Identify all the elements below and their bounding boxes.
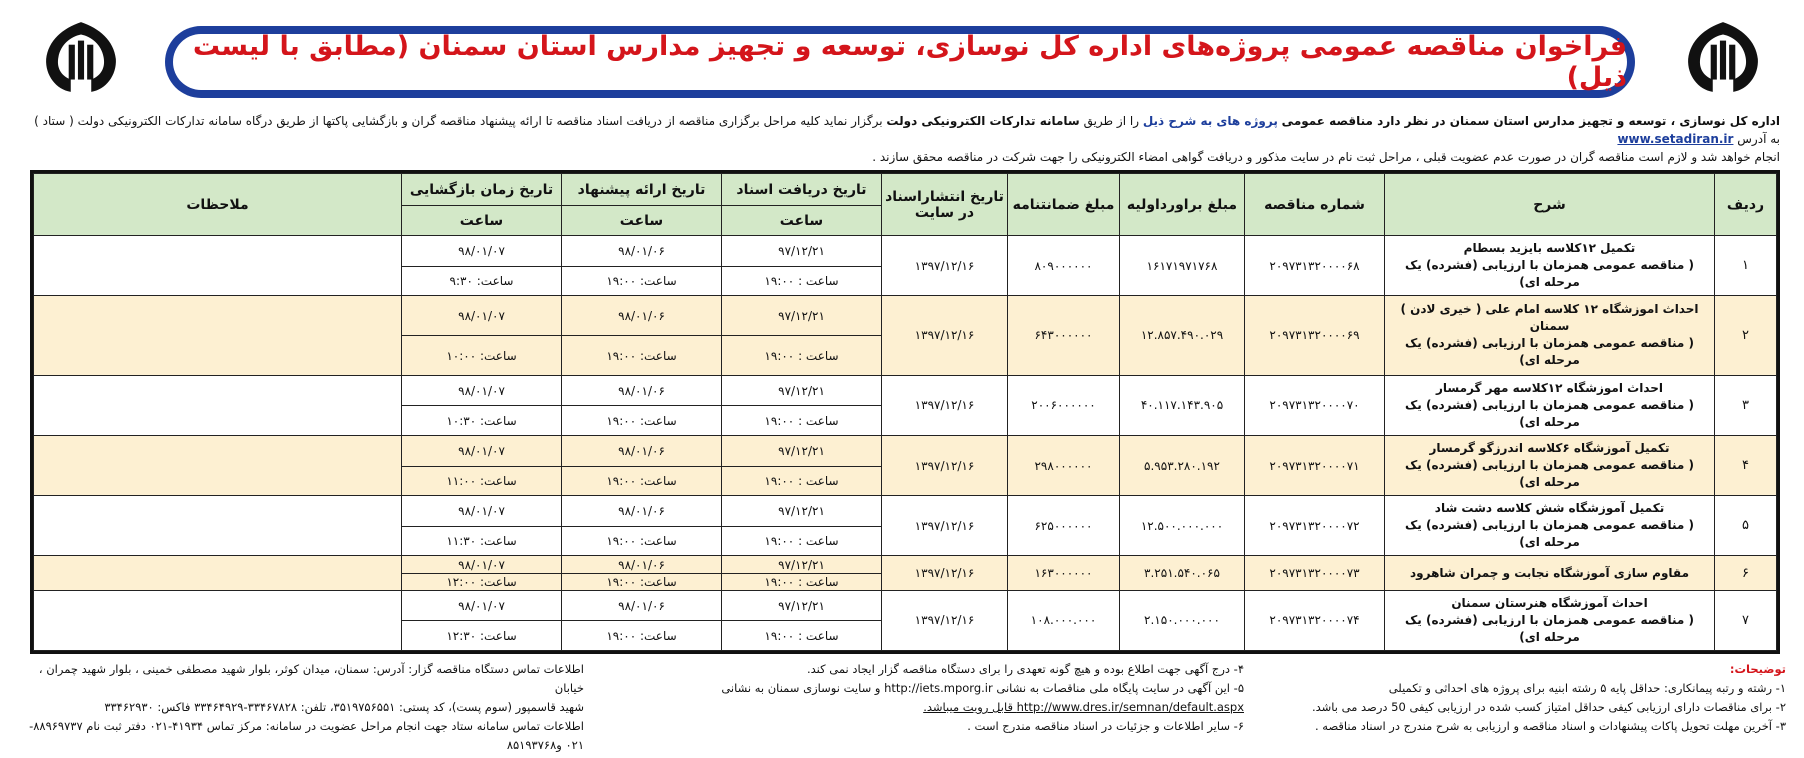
submit-cell-time: ساعت: ۱۹:۰۰ (606, 629, 677, 644)
project-description (1385, 236, 1715, 296)
note-item: ۳- آخرین مهلت تحویل پاکات پیشنهادات و اسناد مناقصه و ارزیابی به شرح مندرج در اسناد مناقصه . (1314, 719, 1786, 733)
guarantee-amount: ۶۴۳۰۰۰۰۰۰ (1008, 296, 1120, 376)
row-number: ۴ (1715, 435, 1777, 495)
open-cell-date: ۹۸/۰۱/۰۷ (402, 436, 561, 467)
project-subtitle: ( مناقصه عمومی همزمان با ارزیابی (فشرده) یک مرحله ای) (1404, 397, 1694, 429)
contact-line: اطلاعات تماس دستگاه مناقصه گزار: آدرس: سمنان، میدان کوثر، بلوار شهید مصطفی خمینی ، بلوار شهید چمران ، خیابان (38, 662, 584, 695)
publish-date: ۱۳۹۷/۱۲/۱۶ (882, 236, 1008, 296)
receive-cell-date: ۹۷/۱۲/۲۱ (722, 591, 881, 622)
receive-cell-time: ساعت : ۱۹:۰۰ (764, 575, 839, 590)
footer-notes-mid (604, 660, 1244, 736)
row-number: ۵ (1715, 496, 1777, 556)
open-cell (402, 375, 562, 435)
guarantee-amount: ۱۰۸.۰۰۰.۰۰۰ (1008, 590, 1120, 650)
receive-cell-time: ساعت : ۱۹:۰۰ (764, 414, 839, 429)
receive-cell-date: ۹۷/۱۲/۲۱ (722, 236, 881, 267)
submit-cell-date: ۹۸/۰۱/۰۶ (562, 376, 721, 407)
tender-number: ۲۰۹۷۳۱۳۲۰۰۰۰۷۴ (1245, 590, 1385, 650)
receive-cell (722, 375, 882, 435)
contact-line: ۰۲۱ و۸۵۱۹۳۷۶۸ (506, 738, 584, 752)
receive-cell-date: ۹۷/۱۲/۲۱ (722, 436, 881, 467)
open-cell-date: ۹۸/۰۱/۰۷ (402, 296, 561, 336)
project-subtitle: ( مناقصه عمومی همزمان با ارزیابی (فشرده) یک مرحله ای) (1404, 612, 1694, 644)
estimate-amount: ۵.۹۵۳.۲۸۰.۱۹۲ (1120, 435, 1245, 495)
receive-cell-date: ۹۷/۱۲/۲۱ (722, 556, 881, 574)
emblem-logo-left (40, 18, 122, 96)
guarantee-amount: ۶۲۵۰۰۰۰۰۰ (1008, 496, 1120, 556)
project-title: احداث آموزشگاه هنرستان سمنان (1451, 595, 1648, 610)
publish-date: ۱۳۹۷/۱۲/۱۶ (882, 296, 1008, 376)
tender-number: ۲۰۹۷۳۱۳۲۰۰۰۰۷۲ (1245, 496, 1385, 556)
contact-line: اطلاعات تماس سامانه ستاد جهت انجام مراحل عضویت در سامانه: مرکز تماس ۴۱۹۳۴-۰۲۱ دفتر ثبت نام ۸۸۹۶۹۷۳۷- (29, 719, 584, 733)
submit-cell (562, 435, 722, 495)
page-title: فراخوان مناقصه عمومی پروژه‌های اداره کل نوسازی، توسعه و تجهیز مدارس استان سمنان (مطابق با لیست ذیل) (173, 34, 1627, 90)
publish-date: ۱۳۹۷/۱۲/۱۶ (882, 590, 1008, 650)
table-row (34, 296, 1777, 376)
table-row (34, 236, 1777, 296)
tender-number: ۲۰۹۷۳۱۳۲۰۰۰۰۷۱ (1245, 435, 1385, 495)
project-subtitle: ( مناقصه عمومی همزمان با ارزیابی (فشرده) یک مرحله ای) (1404, 336, 1694, 368)
estimate-amount: ۱۲.۵۰۰.۰۰۰.۰۰۰ (1120, 496, 1245, 556)
table-row (34, 590, 1777, 650)
intro-text-a: اداره کل نوسازی ، توسعه و تجهیز مدارس استان سمنان در نظر دارد مناقصه عمومی (1281, 114, 1780, 128)
open-cell-time: ساعت: ۱۰:۰۰ (446, 349, 517, 364)
open-cell (402, 496, 562, 556)
estimate-amount: ۳.۲۵۱.۵۴۰.۰۶۵ (1120, 556, 1245, 591)
open-cell-time: ساعت: ۱۲:۳۰ (446, 629, 517, 644)
publish-date: ۱۳۹۷/۱۲/۱۶ (882, 556, 1008, 591)
submit-cell-time: ساعت: ۱۹:۰۰ (606, 534, 677, 549)
open-cell-time: ساعت: ۹:۳۰ (449, 274, 514, 289)
notes-cell (34, 296, 402, 376)
note-item: ۵- این آگهی در سایت پایگاه ملی مناقصات به نشانی http://iets.mporg.ir و سایت نوسازی سمنان به نشانی (721, 681, 1244, 695)
header-publish: تاریخ انتشاراسناد در سایت (882, 174, 1008, 236)
header-time: ساعت (562, 206, 722, 236)
receive-cell (722, 296, 882, 376)
submit-cell-date: ۹۸/۰۱/۰۶ (562, 296, 721, 336)
receive-cell-time: ساعت : ۱۹:۰۰ (764, 349, 839, 364)
table-row (34, 556, 1777, 591)
submit-cell-time: ساعت: ۱۹:۰۰ (606, 575, 677, 590)
header-desc: شرح (1385, 174, 1715, 236)
notes-cell (34, 375, 402, 435)
submit-cell (562, 496, 722, 556)
footer-contact (24, 660, 584, 755)
publish-date: ۱۳۹۷/۱۲/۱۶ (882, 496, 1008, 556)
receive-cell (722, 556, 882, 591)
header-notes: ملاحظات (34, 174, 402, 236)
estimate-amount: ۲.۱۵۰.۰۰۰.۰۰۰ (1120, 590, 1245, 650)
project-title: تکمیل آموزشگاه ۶کلاسه اندرزگو گرمسار (1429, 441, 1670, 456)
table-row (34, 435, 1777, 495)
receive-cell-time: ساعت : ۱۹:۰۰ (764, 274, 839, 289)
note-item: ۲- برای مناقصات دارای ارزیابی کیفی حداقل امتیاز کسب شده در ارزیابی کیفی 50 درصد می باشد. (1311, 700, 1786, 714)
intro-text-c: را از طریق (1083, 114, 1139, 128)
project-title: احداث اموزشگاه ۱۲کلاسه مهر گرمسار (1435, 380, 1664, 395)
table-row (34, 375, 1777, 435)
receive-cell (722, 496, 882, 556)
header-estimate: مبلغ براورداولیه (1120, 174, 1245, 236)
guarantee-amount: ۸۰۹۰۰۰۰۰۰ (1008, 236, 1120, 296)
row-number: ۱ (1715, 236, 1777, 296)
estimate-amount: ۱۲.۸۵۷.۴۹۰.۰۲۹ (1120, 296, 1245, 376)
open-cell-date: ۹۸/۰۱/۰۷ (402, 556, 561, 574)
note-item: ۴- درج آگهی جهت اطلاع بوده و هیچ گونه تعهدی را برای دستگاه مناقصه گزار ایجاد نمی کند. (806, 662, 1244, 676)
project-title: احداث اموزشگاه ۱۲ کلاسه امام علی ( خیری لادن ) سمنان (1400, 302, 1699, 334)
receive-cell (722, 435, 882, 495)
notes-cell (34, 496, 402, 556)
submit-cell (562, 375, 722, 435)
open-cell (402, 296, 562, 376)
receive-cell-time: ساعت : ۱۹:۰۰ (764, 629, 839, 644)
project-description (1385, 496, 1715, 556)
project-description (1385, 435, 1715, 495)
header-time: ساعت (722, 206, 882, 236)
footer-notes (1266, 660, 1786, 736)
submit-cell (562, 590, 722, 650)
tender-number: ۲۰۹۷۳۱۳۲۰۰۰۰۶۹ (1245, 296, 1385, 376)
submit-cell-time: ساعت: ۱۹:۰۰ (606, 349, 677, 364)
project-description (1385, 375, 1715, 435)
guarantee-amount: ۱۶۳۰۰۰۰۰۰ (1008, 556, 1120, 591)
submit-cell-date: ۹۸/۰۱/۰۶ (562, 591, 721, 622)
row-number: ۶ (1715, 556, 1777, 591)
guarantee-amount: ۲۰۰۶۰۰۰۰۰۰ (1008, 375, 1120, 435)
submit-cell-date: ۹۸/۰۱/۰۶ (562, 436, 721, 467)
notes-cell (34, 236, 402, 296)
header-guarantee: مبلغ ضمانتنامه (1008, 174, 1120, 236)
open-cell-date: ۹۸/۰۱/۰۷ (402, 591, 561, 622)
contact-line: شهید قاسمپور (سوم پست)، کد پستی: ۳۵۱۹۷۵۶۵۵۱، تلفن: ۳۳۴۶۷۸۲۸-۳۳۴۶۴۹۲۹ فاکس: ۳۳۴۶۲۹۳۰ (104, 700, 584, 714)
receive-cell-time: ساعت : ۱۹:۰۰ (764, 534, 839, 549)
tender-number: ۲۰۹۷۳۱۳۲۰۰۰۰۷۳ (1245, 556, 1385, 591)
header-receive: تاریخ دریافت اسناد (722, 174, 882, 206)
open-cell-date: ۹۸/۰۱/۰۷ (402, 236, 561, 267)
project-description (1385, 556, 1715, 591)
receive-cell-time: ساعت : ۱۹:۰۰ (764, 474, 839, 489)
receive-cell-date: ۹۷/۱۲/۲۱ (722, 296, 881, 336)
receive-cell-date: ۹۷/۱۲/۲۱ (722, 376, 881, 407)
project-subtitle: ( مناقصه عمومی همزمان با ارزیابی (فشرده) یک مرحله ای) (1404, 258, 1694, 290)
submit-cell-time: ساعت: ۱۹:۰۰ (606, 474, 677, 489)
receive-cell (722, 236, 882, 296)
open-cell (402, 236, 562, 296)
header-time: ساعت (402, 206, 562, 236)
estimate-amount: ۴۰.۱۱۷.۱۴۳.۹۰۵ (1120, 375, 1245, 435)
publish-date: ۱۳۹۷/۱۲/۱۶ (882, 435, 1008, 495)
submit-cell (562, 236, 722, 296)
note-item: ۶- سایر اطلاعات و جزئیات در اسناد مناقصه مندرج است . (967, 719, 1244, 733)
submit-cell-time: ساعت: ۱۹:۰۰ (606, 274, 677, 289)
open-cell-time: ساعت: ۱۰:۳۰ (446, 414, 517, 429)
notes-cell (34, 590, 402, 650)
header-open: تاریخ زمان بازگشایی (402, 174, 562, 206)
header-row-no: ردیف (1715, 174, 1777, 236)
intro-text-e: برگزار نماید کلیه مراحل برگزاری مناقصه از دریافت اسناد مناقصه تا ارائه پیشنهاد مناقصه گران و بازگشایی پاکتها از طریق درگاه سامانه تدارکات الکترونیکی دولت ( ستاد ) به آدرس (34, 114, 1780, 146)
intro-text-b: پروژه های به شرح ذیل (1142, 114, 1278, 128)
open-cell (402, 435, 562, 495)
project-title: تکمیل آموزشگاه شش کلاسه دشت شاد (1434, 501, 1665, 516)
guarantee-amount: ۲۹۸۰۰۰۰۰۰ (1008, 435, 1120, 495)
open-cell-date: ۹۸/۰۱/۰۷ (402, 376, 561, 407)
project-title: تکمیل ۱۲کلاسه بایزید بسطام (1463, 241, 1636, 256)
open-cell (402, 556, 562, 591)
project-title: مقاوم سازی آموزشگاه نجابت و چمران شاهرود (1410, 565, 1689, 580)
row-number: ۳ (1715, 375, 1777, 435)
dres-link[interactable]: http://www.dres.ir/semnan/default.aspx قابل رویت میباشد. (923, 700, 1244, 714)
project-subtitle: ( مناقصه عمومی همزمان با ارزیابی (فشرده) یک مرحله ای) (1404, 518, 1694, 550)
receive-cell (722, 590, 882, 650)
table-row (34, 496, 1777, 556)
open-cell-time: ساعت: ۱۱:۳۰ (446, 534, 517, 549)
notes-title: توضیحات: (1729, 662, 1786, 676)
setadiran-link[interactable]: www.setadiran.ir (1617, 132, 1734, 146)
intro-paragraph (28, 112, 1780, 166)
submit-cell (562, 296, 722, 376)
tender-number: ۲۰۹۷۳۱۳۲۰۰۰۰۶۸ (1245, 236, 1385, 296)
submit-cell-date: ۹۸/۰۱/۰۶ (562, 496, 721, 527)
intro-line-1 (28, 112, 1780, 148)
notes-cell (34, 556, 402, 591)
open-cell-time: ساعت: ۱۱:۰۰ (446, 474, 517, 489)
row-number: ۷ (1715, 590, 1777, 650)
open-cell-time: ساعت: ۱۲:۰۰ (446, 575, 517, 590)
emblem-logo-right (1682, 18, 1764, 96)
submit-cell (562, 556, 722, 591)
receive-cell-date: ۹۷/۱۲/۲۱ (722, 496, 881, 527)
intro-line-2: انجام خواهد شد و لازم است مناقصه گران در صورت عدم عضویت قبلی ، مراحل ثبت نام در سایت مذکور و دریافت گواهی امضاء الکترونیکی را جهت شرکت در مناقصه محقق سازند . (872, 150, 1780, 164)
tender-number: ۲۰۹۷۳۱۳۲۰۰۰۰۷۰ (1245, 375, 1385, 435)
open-cell (402, 590, 562, 650)
intro-text-d: سامانه تدارکات الکترونیکی دولت (886, 114, 1080, 128)
submit-cell-time: ساعت: ۱۹:۰۰ (606, 414, 677, 429)
submit-cell-date: ۹۸/۰۱/۰۶ (562, 556, 721, 574)
project-subtitle: ( مناقصه عمومی همزمان با ارزیابی (فشرده) یک مرحله ای) (1404, 458, 1694, 490)
tender-table (30, 170, 1780, 654)
title-banner (165, 26, 1635, 98)
row-number: ۲ (1715, 296, 1777, 376)
project-description (1385, 590, 1715, 650)
notes-cell (34, 435, 402, 495)
open-cell-date: ۹۸/۰۱/۰۷ (402, 496, 561, 527)
estimate-amount: ۱۶۱۷۱۹۷۱۷۶۸ (1120, 236, 1245, 296)
project-description (1385, 296, 1715, 376)
header-submit: تاریخ ارائه پیشنهاد (562, 174, 722, 206)
submit-cell-date: ۹۸/۰۱/۰۶ (562, 236, 721, 267)
header-tender-no: شماره مناقصه (1245, 174, 1385, 236)
publish-date: ۱۳۹۷/۱۲/۱۶ (882, 375, 1008, 435)
note-item: ۱- رشته و رتبه پیمانکاری: حداقل پایه ۵ رشته ابنیه برای پروژه های احداثی و تکمیلی (1388, 681, 1786, 695)
